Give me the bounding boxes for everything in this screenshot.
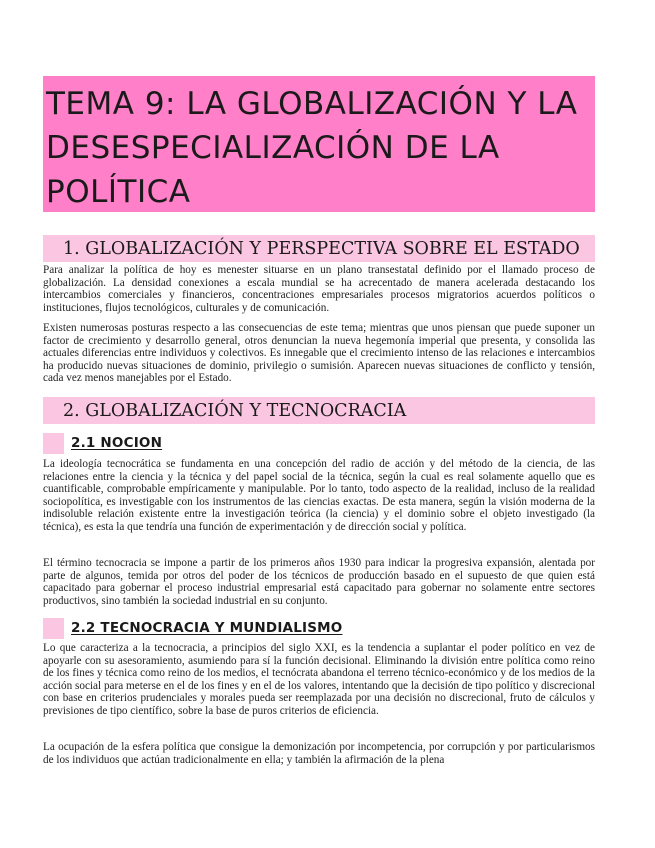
section-1-paragraph-2: Existen numerosas posturas respecto a las consecuencias de este tema; mientras que unos piensan que puede suponer un factor de crecimiento y desarrollo general, otros denuncian la nueva hegemonía imperial que presenta, y consolida las actuales diferencias entre individuos y colectivos. Es innegable que el crecimiento intenso de las relaciones e intercambios ha producido nuevas situaciones de dominio, privilegio o sumisión. Aparecen nuevas situaciones de conflicto y tensión, cada vez menos manejables por el Estado.	[43, 322, 595, 385]
section-2-title: 2. GLOBALIZACIÓN Y TECNOCRACIA	[63, 401, 407, 421]
section-2-header	[43, 397, 595, 424]
page-title: TEMA 9: LA GLOBALIZACIÓN Y LA DESESPECIALIZACIÓN DE LA POLÍTICA	[46, 86, 578, 210]
section-1-header	[43, 235, 595, 262]
subsection-2-1-paragraph-1: La ideología tecnocrática se fundamenta en una concepción del radio de acción y del método de la ciencia, de las relaciones entre la ciencia y la técnica y del papel social de la técnica, según la cual es real solamente aquello que es cuantificable, comprobable empíricamente y manipulable. Por lo tanto, todo aspecto de la realidad, incluso de la realidad sociopolítica, es investigable con los instrumentos de las ciencias exactas. De esta manera, según la visión moderna de la indisoluble relación existente entre la investigación teórica (la ciencia) y el dominio sobre el objeto investigado (la técnica), es esta la que tendría una función de experimentación y de dirección social y política.	[43, 458, 595, 533]
subsection-2-1-paragraph-2: El término tecnocracia se impone a partir de los primeros años 1930 para indicar la progresiva expansión, alentada por parte de algunos, temida por otros del poder de los técnicos de producción basado en el supuesto de que quien está capacitado para gobernar el proceso industrial empresarial está capacitado para gobernar no solamente entre sectores productivos, sino también la sociedad industrial en su conjunto.	[43, 557, 595, 607]
subsection-2-1-title: 2.1 NOCION	[71, 435, 163, 451]
subsection-2-2-paragraph-1: Lo que caracteriza a la tecnocracia, a principios del siglo XXI, es la tendencia a suplantar el poder político en vez de apoyarle con su asesoramiento, asumiendo para sí la función decisional. Eliminando la división entre política como reino de los fines y técnica como reino de los medios, el tecnócrata abandona el terreno técnico-económico y de los medios de la acción social para meterse en el de los fines y en el de los valores, intentando que la decisión de tipo político y discrecional con base en criterios prudenciales y morales pueda ser reemplazada por una decisión no discrecional, fruto de cálculos y previsiones de tipo científico, sobre la base de puros criterios de eficiencia.	[43, 642, 595, 717]
subsection-marker-square	[43, 433, 64, 454]
section-1-paragraph-1: Para analizar la política de hoy es menester situarse en un plano transestatal definido por el llamado proceso de globalización. La densidad conexiones a escala mundial se ha acrecentado de manera acelerada destacando los intercambios comerciales y financieros, concentraciones empresariales procesos migratorios acuerdos políticos o instituciones, flujos tecnológicos, culturales y de comunicación.	[43, 264, 595, 314]
subsection-2-2-paragraph-2: La ocupación de la esfera política que consigue la demonización por incompetencia, por corrupción y por particularismos de los individuos que actúan tradicionalmente en ella; y también la afirmación de la plena	[43, 741, 595, 766]
title-banner	[43, 76, 595, 212]
subsection-2-2-title: 2.2 TECNOCRACIA Y MUNDIALISMO	[71, 620, 343, 636]
section-1-title: 1. GLOBALIZACIÓN Y PERSPECTIVA SOBRE EL ESTADO	[63, 239, 580, 259]
subsection-marker-square	[43, 618, 64, 639]
